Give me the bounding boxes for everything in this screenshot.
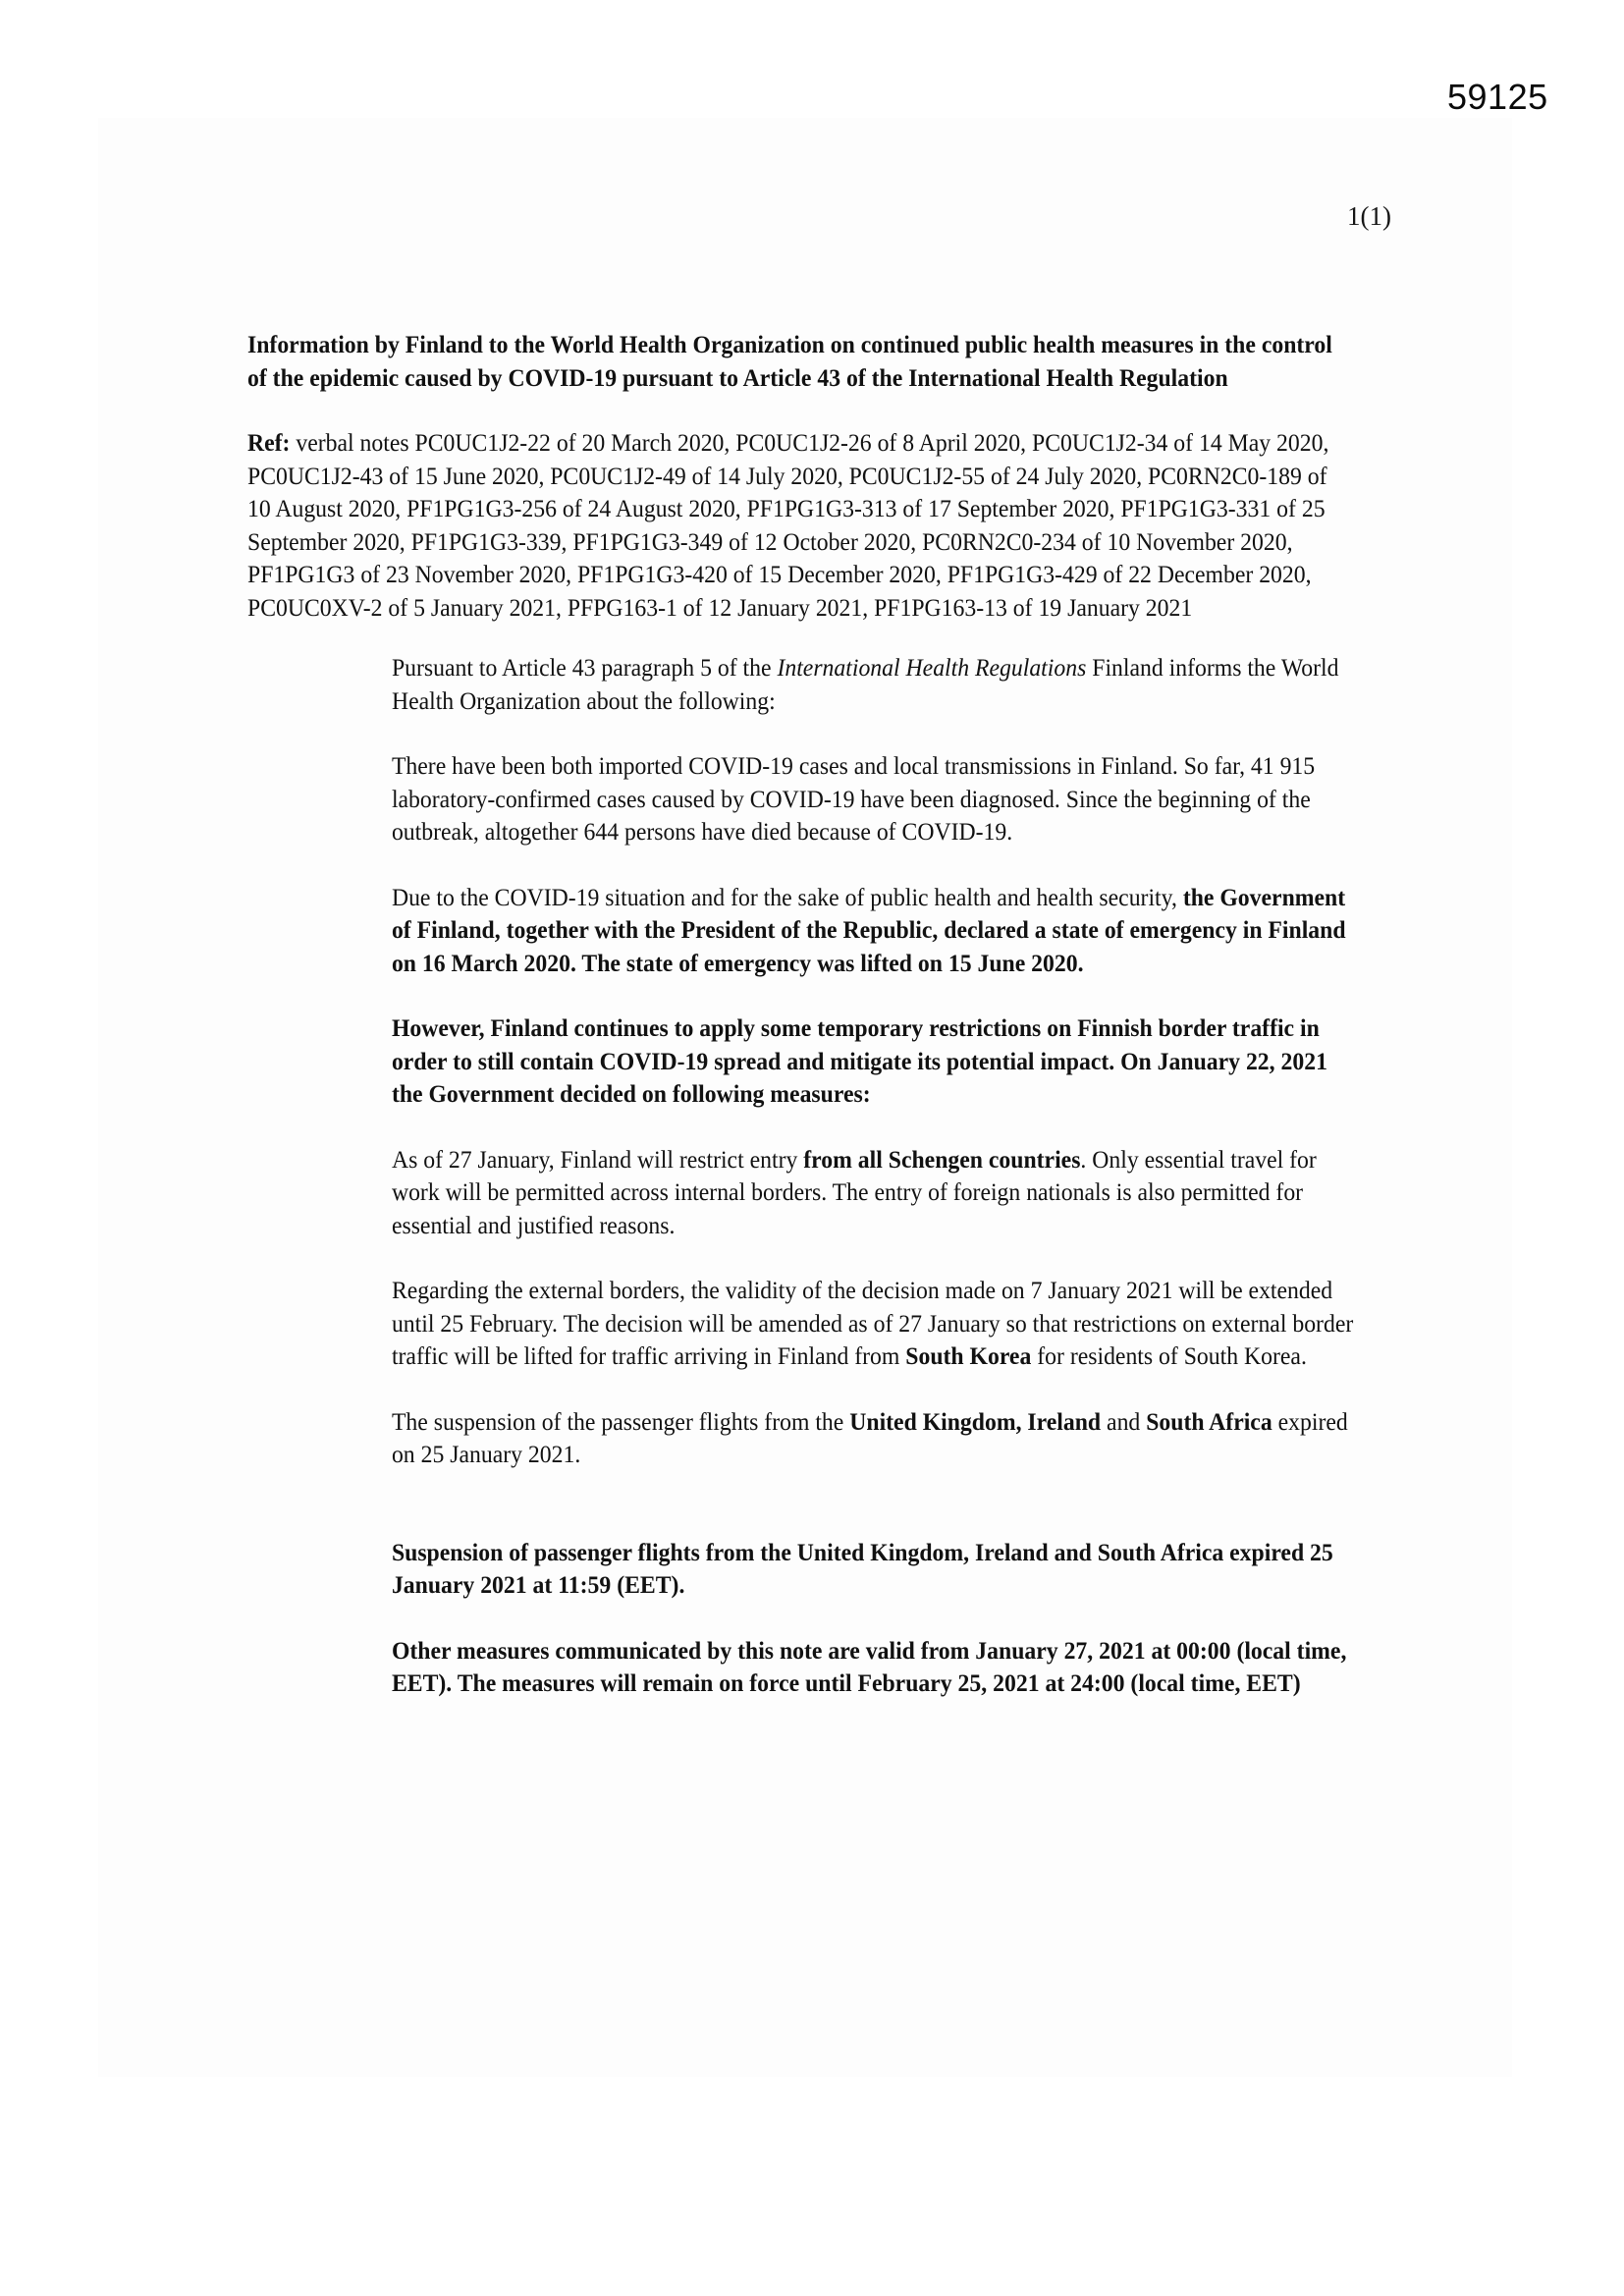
south-africa-bold: South Africa <box>1146 1406 1272 1436</box>
paragraph-text: Pursuant to Article 43 paragraph 5 of the <box>391 653 778 682</box>
schengen-bold: from all Schengen countries <box>803 1144 1081 1174</box>
paragraph-external-borders <box>392 1274 1355 1373</box>
paragraph-text: and <box>1101 1406 1147 1436</box>
paragraph-text: Regarding the external borders, the validity of the decision made on 7 January 2021 will be extended until 25 February. The decision will be amended as of 27 January so that restrictions on external border traffic will be lifted for traffic arriving in Finland from <box>391 1276 1354 1370</box>
paragraph-text: . Only essential travel for work will be permitted across internal borders. The entry of foreign nationals is also permitted for essential and justified reasons. <box>391 1144 1317 1239</box>
paragraph-border-restrictions: However, Finland continues to apply some temporary restrictions on Finnish border traffic in order to still contain COVID-19 spread and mitigate its potential impact. On January 22, 2021 the Government decided on following measures: <box>391 1013 1327 1108</box>
south-korea-bold: South Korea <box>905 1341 1032 1370</box>
paragraph-text: The suspension of the passenger flights from the <box>391 1406 850 1436</box>
paragraph-validity-period: Other measures communicated by this note are valid from January 27, 2021 at 00:00 (local time, EET). The measures will remain on force until February 25, 2021 at 24:00 (local time, EET) <box>391 1635 1347 1697</box>
note-body <box>392 651 1355 1700</box>
document-number-stamp: 59125 <box>1447 77 1548 117</box>
page-indicator: 1(1) <box>1347 201 1391 231</box>
paragraph-text: As of 27 January, Finland will restrict entry <box>391 1144 804 1174</box>
document-body <box>247 328 1354 1732</box>
emergency-declaration-bold: the Government of Finland, together with the President of the Republic, declared a state of emergency in Finland on 16 March 2020. The state of emergency was lifted on 15 June 2020. <box>391 882 1346 977</box>
paragraph-text: Due to the COVID-19 situation and for the sake of public health and health security, <box>391 882 1183 911</box>
references-paragraph <box>247 426 1343 624</box>
paragraph-suspension-expiry: Suspension of passenger flights from the United Kingdom, Ireland and South Africa expired 25 January 2021 at 11:59 (EET). <box>391 1537 1333 1599</box>
paragraph-text: for residents of South Korea. <box>1031 1341 1307 1370</box>
paragraph-case-statistics: There have been both imported COVID-19 cases and local transmissions in Finland. So far, 41 915 laboratory-confirmed cases caused by COVID-19 have been diagnosed. Since the beginning of the outbreak, altogether 644 persons have died because of COVID-19. <box>391 751 1316 846</box>
paragraph-text: Finland informs the World Health Organization about the following: <box>391 653 1339 715</box>
paragraph-schengen <box>392 1143 1355 1242</box>
paragraph-flight-suspension <box>392 1405 1355 1471</box>
references-text: verbal notes PC0UC1J2-22 of 20 March 2020, PC0UC1J2-26 of 8 April 2020, PC0UC1J2-34 of 14 May 2020, PC0UC1J2-43 of 15 June 2020, PC0UC1J2-49 of 14 July 2020, PC0UC1J2-55 of 24 July 2020, PC0RN2C0-189 of 10 August 2020, PF1PG1G3-256 of 24 August 2020, PF1PG1G3-313 of 17 September 2020, PF1PG1G3-331 of 25 September 2020, PF1PG1G3-339, PF1PG1G3-349 of 12 October 2020, PC0RN2C0-234 of 10 November 2020, PF1PG1G3 of 23 November 2020, PF1PG1G3-420 of 15 December 2020, PF1PG1G3-429 of 22 December 2020, PC0UC0XV-2 of 5 January 2021, PFPG163-1 of 12 January 2021, PF1PG163-13 of 19 January 2021 <box>247 428 1329 622</box>
paragraph-text: expired on 25 January 2021. <box>391 1406 1348 1468</box>
references-label: Ref: <box>247 428 291 457</box>
document-title: Information by Finland to the World Health Organization on continued public health measures in the control of the epidemic caused by COVID-19 pursuant to Article 43 of the International Health Regulation <box>247 330 1332 392</box>
paragraph-state-of-emergency <box>392 881 1355 980</box>
paragraph-pursuant <box>392 651 1355 717</box>
uk-ireland-bold: United Kingdom, Ireland <box>849 1406 1102 1436</box>
regulation-title-italic: International Health Regulations <box>777 653 1087 682</box>
